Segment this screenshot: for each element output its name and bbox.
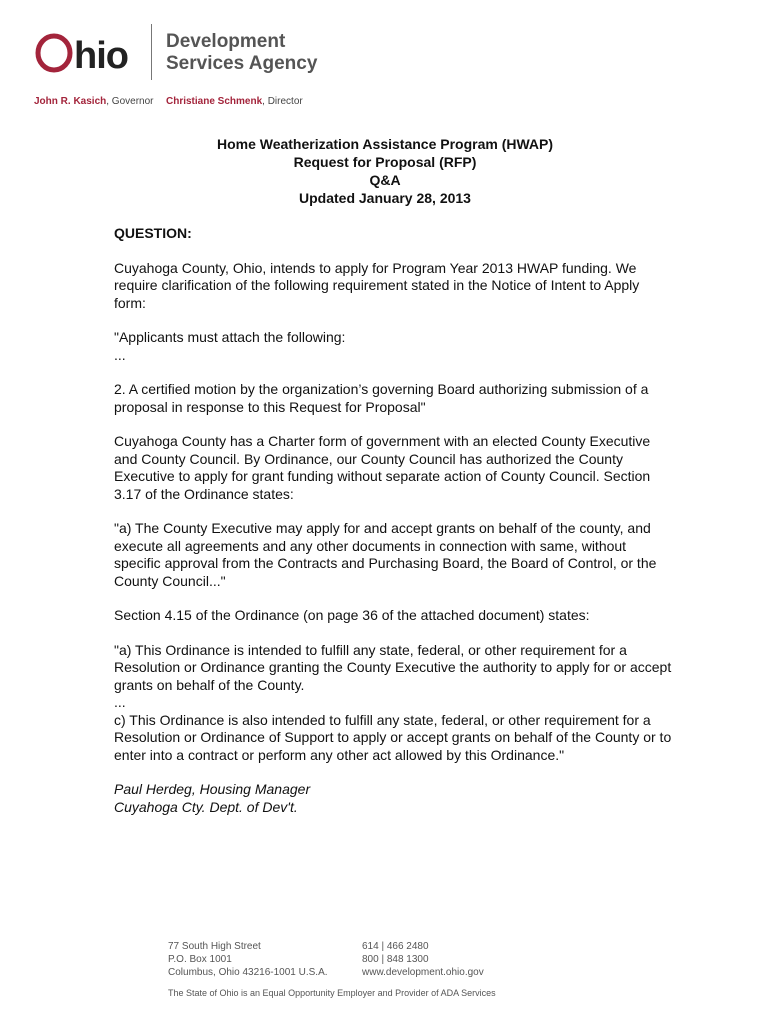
governor-title: , Governor xyxy=(106,96,154,107)
signature-name: Paul Herdeg, Housing Manager xyxy=(114,781,311,797)
title-line-3: Q&A xyxy=(369,172,401,188)
ellipsis: ... xyxy=(114,694,126,710)
paragraph-certified-motion: 2. A certified motion by the organization’s governing Board authorizing submission of a proposal in response to this Request for Proposal" xyxy=(114,381,649,415)
governor-credit xyxy=(34,96,154,107)
quote-start: "Applicants must attach the following: xyxy=(114,329,346,345)
signature-dept: Cuyahoga Cty. Dept. of Dev't. xyxy=(114,798,298,815)
phone-local: 614 | 466 2480 xyxy=(362,941,429,952)
address-line-3: Columbus, Ohio 43216-1001 U.S.A. xyxy=(168,967,328,978)
ohio-logo-mark xyxy=(34,28,154,74)
paragraph-quote-requirement xyxy=(114,329,674,364)
paragraph-section-4-15-text xyxy=(114,642,674,765)
agency-line-2: Services Agency xyxy=(166,53,318,74)
director-title: , Director xyxy=(262,96,303,107)
paragraph-section-3-17: "a) The County Executive may apply for and accept grants on behalf of the county, and execute all agreements and any other documents in connection with same, without specific approval from the Contracts and Purchasing Board, the Board of Control, or the County Council..." xyxy=(114,520,657,589)
section-4-15-c: c) This Ordinance is also intended to fulfill any state, federal, or other requirement for a Resolution or Ordinance of Support to apply or accept grants on behalf of the County or to enter into a contract or perform any other act allowed by this Ordinance." xyxy=(114,711,672,763)
ellipsis: ... xyxy=(114,346,126,363)
footer-contact xyxy=(362,940,484,979)
eeo-statement: The State of Ohio is an Equal Opportunity Employer and Provider of ADA Services xyxy=(168,988,496,998)
title-line-2: Request for Proposal (RFP) xyxy=(293,154,477,170)
agency-line-1: Development xyxy=(166,31,286,52)
paragraph-intent: Cuyahoga County, Ohio, intends to apply for Program Year 2013 HWAP funding. We require clarification of the following requirement stated in the Notice of Intent to Apply form: xyxy=(114,259,640,311)
signature xyxy=(114,781,674,816)
letterhead xyxy=(0,0,770,120)
footer-address xyxy=(168,940,328,979)
address-line-1: 77 South High Street xyxy=(168,941,261,952)
document-body xyxy=(114,225,674,833)
section-4-15-a: "a) This Ordinance is intended to fulfill any state, federal, or other requirement for a Resolution or Ordinance granting the County Executive the authority to apply for or accept grants on behalf of the County. xyxy=(114,641,672,693)
letterhead-footer xyxy=(0,940,770,1010)
phone-tollfree: 800 | 848 1300 xyxy=(362,954,429,965)
director-name: Christiane Schmenk xyxy=(166,96,263,107)
website-link[interactable]: www.development.ohio.gov xyxy=(362,967,484,978)
question-label: QUESTION: xyxy=(114,225,192,241)
paragraph-section-4-15-intro: Section 4.15 of the Ordinance (on page 36 of the attached document) states: xyxy=(114,607,590,623)
address-line-2: P.O. Box 1001 xyxy=(168,954,232,965)
document-title xyxy=(0,135,770,207)
svg-text:hio: hio xyxy=(74,35,128,74)
paragraph-charter: Cuyahoga County has a Charter form of government with an elected County Executive and County Council. By Ordinance, our County Council has authorized the County Executive to apply for grant funding without separate action of County Council. Section 3.17 of the Ordinance states: xyxy=(114,433,651,502)
ohio-logo xyxy=(34,28,154,81)
title-line-4: Updated January 28, 2013 xyxy=(299,190,471,206)
agency-name xyxy=(166,31,317,75)
title-line-1: Home Weatherization Assistance Program (HWAP) xyxy=(216,136,554,152)
director-credit xyxy=(166,96,303,107)
governor-name: John R. Kasich xyxy=(34,96,107,107)
logo-divider xyxy=(151,24,152,80)
